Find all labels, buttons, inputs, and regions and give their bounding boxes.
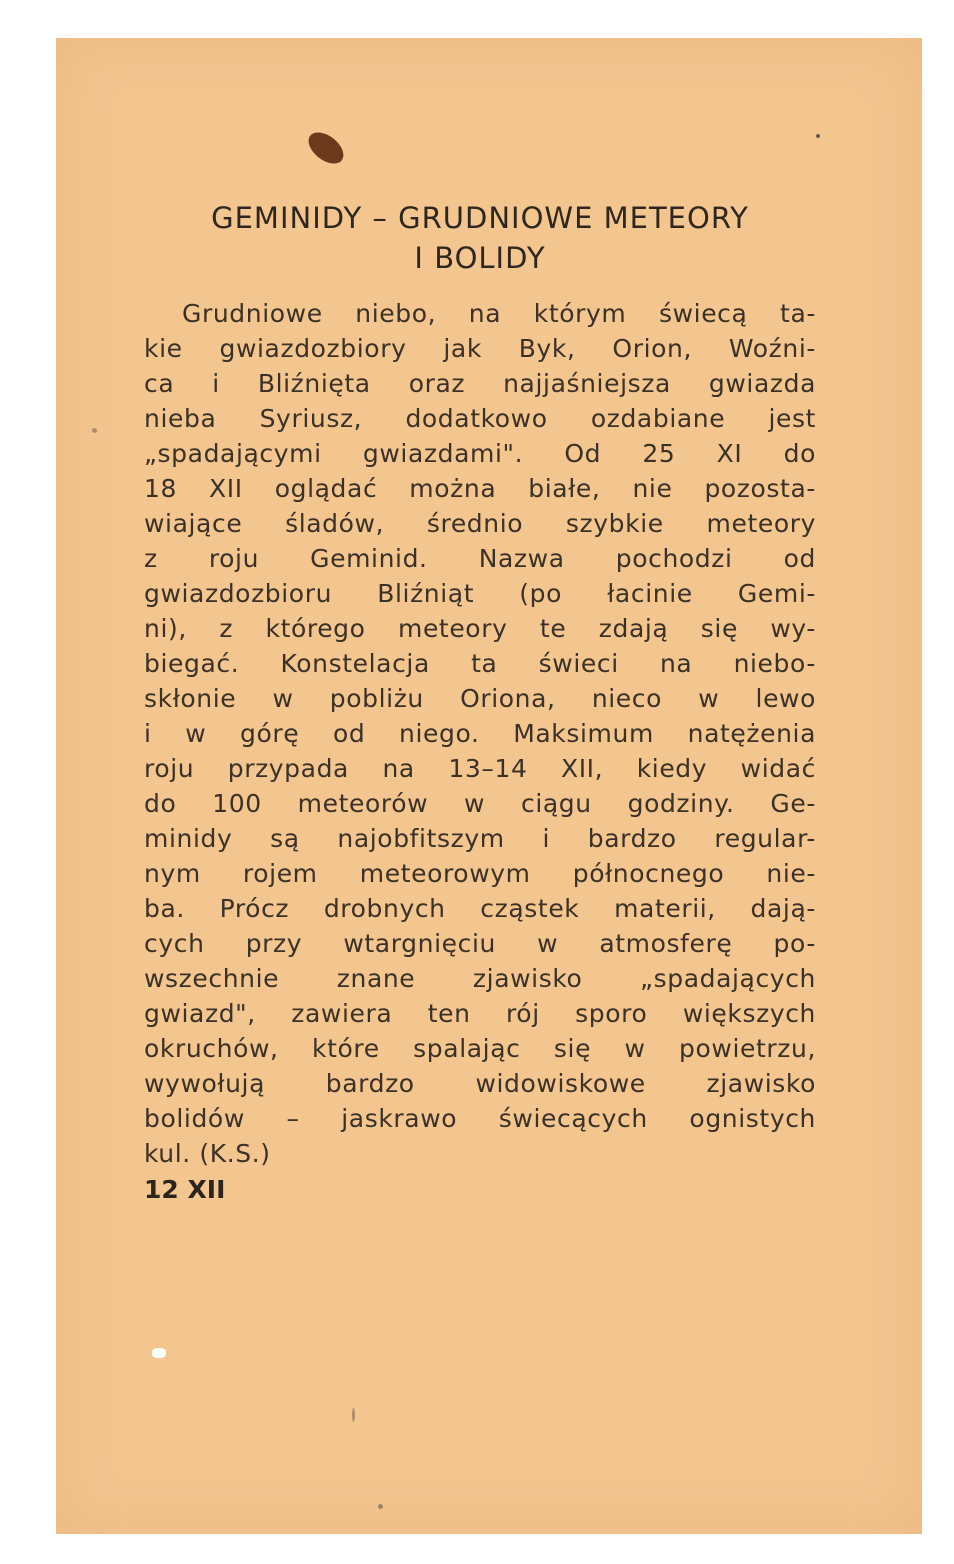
- body-line: gwiazd", zawiera ten rój sporo większych: [144, 999, 816, 1028]
- ink-stain: [303, 126, 349, 170]
- clipping-paper: [56, 38, 922, 1534]
- body-line: do 100 meteorów w ciągu godziny. Ge-: [144, 789, 816, 818]
- body-line: ni), z którego meteory te zdają się wy-: [144, 614, 816, 643]
- body-line: kul. (K.S.): [144, 1139, 271, 1168]
- body-line: gwiazdozbioru Bliźniąt (po łacinie Gemi-: [144, 579, 816, 608]
- article: [144, 198, 816, 1204]
- body-line: Grudniowe niebo, na którym świecą ta-: [182, 299, 816, 328]
- body-line: wywołują bardzo widowiskowe zjawisko: [144, 1069, 816, 1098]
- body-line: 18 XII oglądać można białe, nie pozosta-: [144, 474, 816, 503]
- article-title: [144, 198, 816, 278]
- title-line-1: GEMINIDY – GRUDNIOWE METEORY: [211, 201, 749, 235]
- body-line: wiające śladów, średnio szybkie meteory: [144, 509, 816, 538]
- body-line: bolidów – jaskrawo świecących ognistych: [144, 1104, 816, 1133]
- body-line: wszechnie znane zjawisko „spadających: [144, 964, 816, 993]
- dust-speck: [92, 428, 97, 433]
- body-line: z roju Geminid. Nazwa pochodzi od: [144, 544, 816, 573]
- body-line: ca i Bliźnięta oraz najjaśniejsza gwiazda: [144, 369, 816, 398]
- title-line-2: I BOLIDY: [414, 241, 546, 275]
- body-line: ba. Prócz drobnych cząstek materii, dają-: [144, 894, 816, 923]
- body-line: biegać. Konstelacja ta świeci na niebo-: [144, 649, 816, 678]
- dust-speck: [352, 1408, 355, 1422]
- article-date: 12 XII: [144, 1175, 226, 1204]
- body-line: cych przy wtargnięciu w atmosferę po-: [144, 929, 816, 958]
- body-line: okruchów, które spalając się w powietrzu,: [144, 1034, 816, 1063]
- body-line: i w górę od niego. Maksimum natężenia: [144, 719, 816, 748]
- dust-speck: [816, 134, 820, 138]
- body-line: nym rojem meteorowym północnego nie-: [144, 859, 816, 888]
- paper-hole: [152, 1348, 166, 1358]
- body-line: roju przypada na 13–14 XII, kiedy widać: [144, 754, 816, 783]
- body-line: minidy są najobfitszym i bardzo regular-: [144, 824, 816, 853]
- body-line: „spadającymi gwiazdami". Od 25 XI do: [144, 439, 816, 468]
- body-line: kie gwiazdozbiory jak Byk, Orion, Woźni-: [144, 334, 816, 363]
- body-line: nieba Syriusz, dodatkowo ozdabiane jest: [144, 404, 816, 433]
- body-line: skłonie w pobliżu Oriona, nieco w lewo: [144, 684, 816, 713]
- article-body: [144, 296, 816, 1171]
- dust-speck: [378, 1504, 383, 1509]
